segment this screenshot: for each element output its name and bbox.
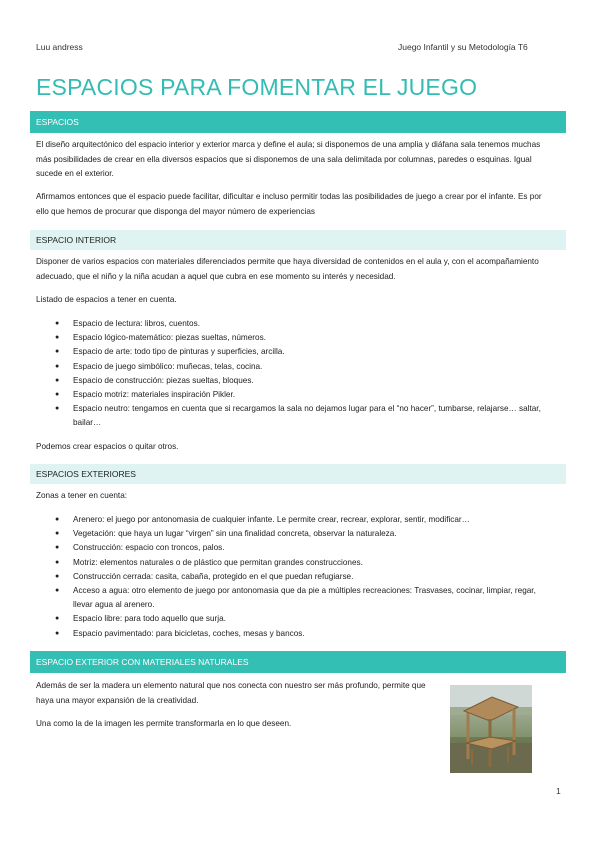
- bullet-icon: ●: [55, 348, 60, 356]
- wooden-structure-illustration: [450, 685, 532, 773]
- page-number: 1: [556, 786, 561, 796]
- exterior-zone-list: [36, 513, 546, 641]
- list-item: ● Espacio de juego simbólico: muñecas, telas, cocina.: [36, 360, 546, 374]
- list-item: ● Espacio libre: para todo aquello que surja.: [36, 612, 546, 626]
- section-heading-interior: ESPACIO INTERIOR: [30, 230, 566, 250]
- header-course: Juego Infantil y su Metodología T6: [398, 42, 528, 52]
- naturales-paragraph-1: Además de ser la madera un elemento natural que nos conecta con nuestro ser más profundo, permite que haya una mayor expansión de la creatividad.: [36, 681, 426, 705]
- list-item: ● Construcción: espacio con troncos, palos.: [36, 541, 546, 555]
- interior-paragraph-1: Disponer de varios espacios con materiales diferenciados permite que haya diversidad de contenidos en el aula y, con el acompañamiento adecuado, que el niño y la niña acudan a aquel que cubra en ese momento su interés y necesidad.: [36, 257, 539, 281]
- bullet-icon: ●: [55, 405, 60, 413]
- bullet-icon: ●: [55, 530, 60, 538]
- interior-paragraph-3: Podemos crear espacios o quitar otros.: [36, 442, 179, 451]
- interior-space-list: [36, 317, 546, 431]
- list-item: ● Espacio neutro: tengamos en cuenta que si recargamos la sala no dejamos lugar para el “no hacer”, tumbarse, relajarse… saltar, bailar…: [55, 404, 541, 428]
- espacios-paragraph-1: El diseño arquitectónico del espacio interior y exterior marca y define el aula; si disponemos de una amplia y diáfana sala tenemos muchas más posibilidades de crear en ella diversos espacios que si disponemos de una sala delimitada por columnas, paredes o esquinas. Igual sucede en el exterior.: [36, 140, 541, 179]
- page-title: ESPACIOS PARA FOMENTAR EL JUEGO: [36, 74, 478, 100]
- list-item: ● Arenero: el juego por antonomasia de cualquier infante. Le permite crear, recrear, explorar, sentir, modificar…: [36, 513, 546, 527]
- bullet-icon: ●: [55, 362, 60, 370]
- list-item: ● Construcción cerrada: casita, cabaña, protegido en el que puedan refugiarse.: [36, 570, 546, 584]
- bullet-icon: ●: [55, 572, 60, 580]
- list-item: ● Espacio motriz: materiales inspiración Pikler.: [36, 388, 546, 402]
- bullet-icon: ●: [55, 334, 60, 342]
- bullet-icon: ●: [55, 615, 60, 623]
- list-item: ● Espacio de arte: todo tipo de pinturas y superficies, arcilla.: [36, 345, 546, 359]
- bullet-icon: ●: [55, 516, 60, 523]
- bullet-icon: ●: [55, 558, 60, 566]
- section-heading-naturales: ESPACIO EXTERIOR CON MATERIALES NATURALES: [30, 651, 566, 673]
- bullet-icon: ●: [55, 320, 60, 327]
- naturales-paragraph-2: Una como la de la imagen les permite transformarla en lo que deseen.: [36, 719, 292, 728]
- interior-paragraph-2: Listado de espacios a tener en cuenta.: [36, 295, 177, 304]
- exteriores-paragraph-1: Zonas a tener en cuenta:: [36, 491, 128, 500]
- bullet-icon: ●: [55, 587, 60, 595]
- list-item: ● Espacio lógico-matemático: piezas sueltas, números.: [36, 331, 546, 345]
- list-item: ● Espacio pavimentado: para bicicletas, coches, mesas y bancos.: [36, 627, 546, 641]
- section-heading-exteriores: ESPACIOS EXTERIORES: [30, 464, 566, 484]
- list-item: ● Motriz: elementos naturales o de plástico que permitan grandes construcciones.: [36, 556, 546, 570]
- section-heading-espacios: ESPACIOS: [30, 111, 566, 133]
- list-item: ● Espacio de construcción: piezas sueltas, bloques.: [36, 374, 546, 388]
- header-author: Luu andress: [36, 42, 83, 52]
- espacios-paragraph-2: Afirmamos entonces que el espacio puede facilitar, dificultar e incluso permitir todas las posibilidades de juego a crear por el infante. Es por ello que hemos de procurar que disponga del mayor número de experiencias: [36, 192, 542, 216]
- bullet-icon: ●: [55, 376, 60, 384]
- bullet-icon: ●: [55, 544, 60, 552]
- bullet-icon: ●: [55, 629, 60, 637]
- list-item: ● Vegetación: que haya un lugar “virgen” sin una finalidad concreta, observar la naturaleza.: [36, 527, 546, 541]
- wooden-play-structure-photo: [450, 685, 532, 773]
- list-item: ● Acceso a agua: otro elemento de juego por antonomasia que da pie a múltiples recreaciones: Trasvases, cocinar, limpiar, regar, llevar agua al arenero.: [55, 586, 536, 610]
- list-item: ● Espacio de lectura: libros, cuentos.: [36, 317, 546, 331]
- bullet-icon: ●: [55, 391, 60, 399]
